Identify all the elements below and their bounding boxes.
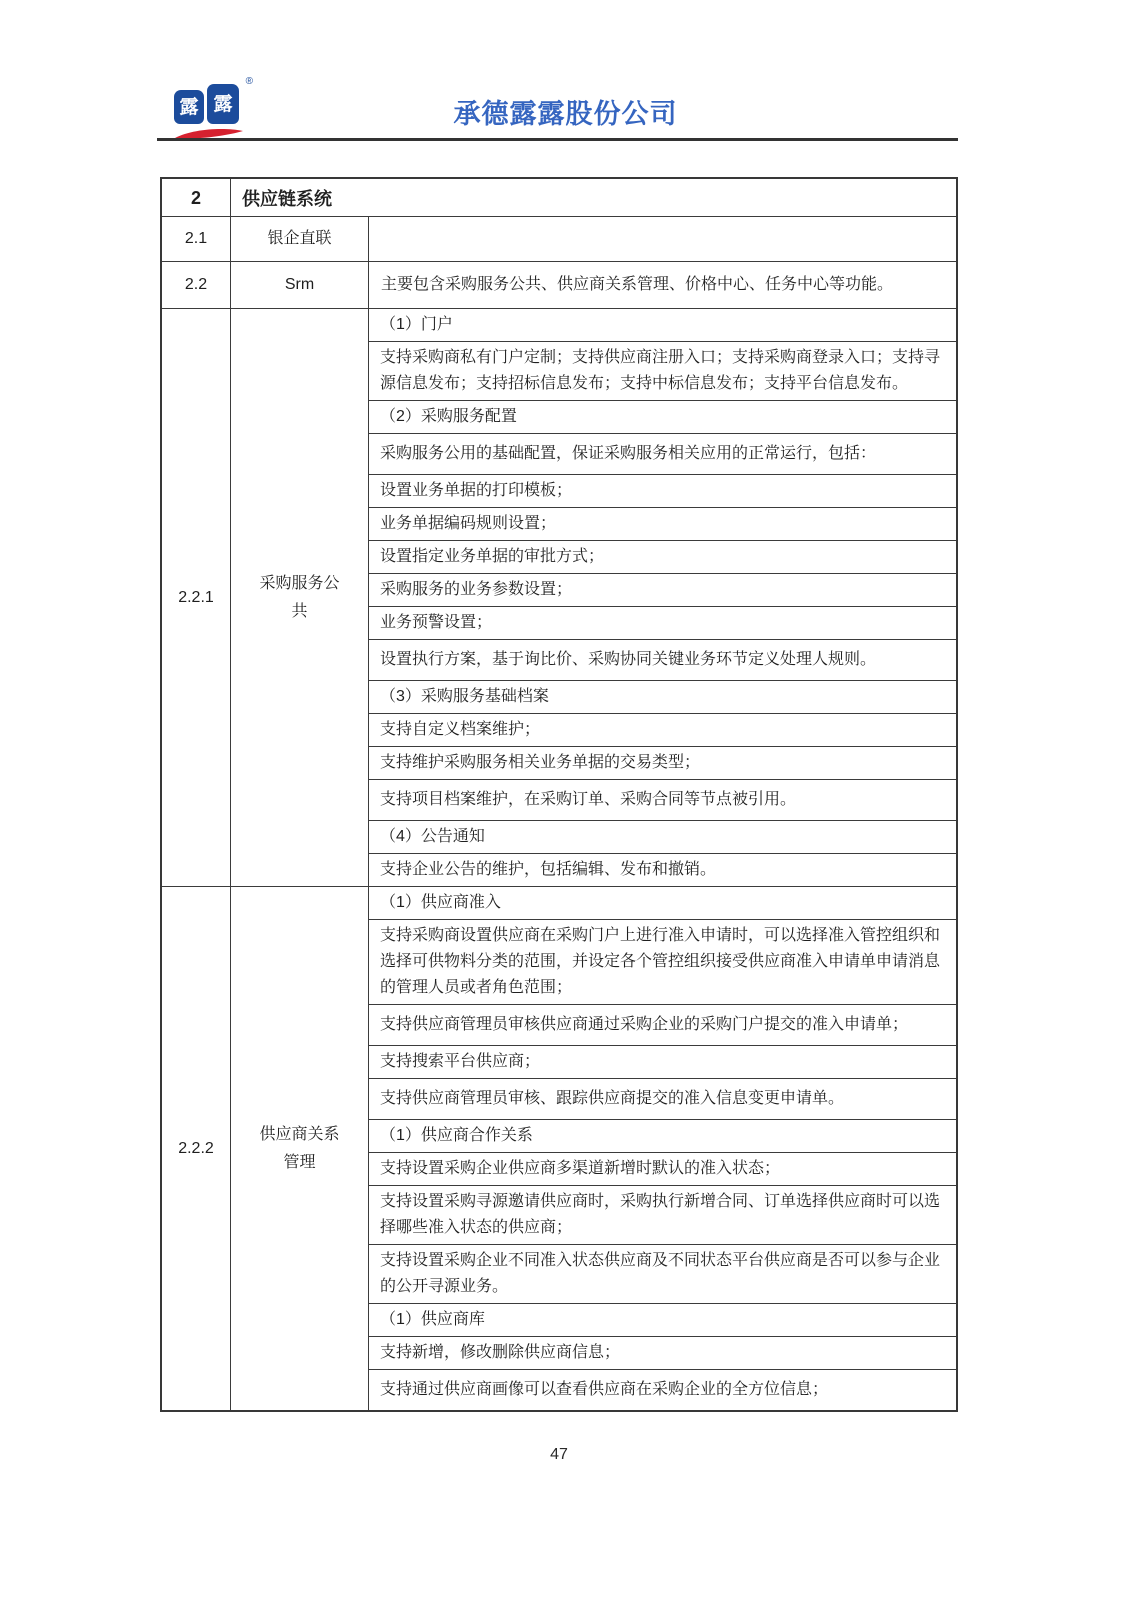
spec-item: （2）采购服务配置: [369, 401, 956, 434]
module-name: [231, 262, 369, 308]
module-name-label: Srm: [284, 276, 315, 293]
spec-item: （1）供应商合作关系: [369, 1120, 956, 1153]
requirements-table: [160, 177, 958, 1412]
module-name: [231, 217, 369, 261]
spec-item: 业务预警设置；: [369, 607, 956, 640]
spec-item: 业务单据编码规则设置；: [369, 508, 956, 541]
section-items: [369, 887, 956, 1410]
spec-item: 设置业务单据的打印模板；: [369, 475, 956, 508]
module-name-label: 银企直联: [267, 230, 332, 247]
module-description: [369, 217, 956, 261]
document-header: [0, 0, 1131, 150]
header-divider: [157, 138, 958, 141]
spec-item: 支持自定义档案维护；: [369, 714, 956, 747]
spec-item: （1）门户: [369, 309, 956, 342]
spec-item: （4）公告通知: [369, 821, 956, 854]
row-number: 2.2.2: [162, 887, 231, 1410]
spec-item: 支持搜索平台供应商；: [369, 1046, 956, 1079]
module-name-label: 供应商关系管理: [259, 1125, 340, 1171]
row-number: 2.2.1: [162, 309, 231, 886]
spec-item: 支持设置采购寻源邀请供应商时，采购执行新增合同、订单选择供应商时可以选择哪些准入状态的供应商；: [369, 1186, 956, 1245]
spec-item: 设置指定业务单据的审批方式；: [369, 541, 956, 574]
module-name: [231, 887, 369, 1410]
logo-char-right: 露: [213, 93, 233, 115]
spec-item: 支持维护采购服务相关业务单据的交易类型；: [369, 747, 956, 780]
spec-item: 支持供应商管理员审核、跟踪供应商提交的准入信息变更申请单。: [369, 1079, 956, 1120]
table-row: [162, 217, 956, 262]
table-section-2-2-1: [162, 309, 956, 887]
spec-item: 支持企业公告的维护，包括编辑、发布和撤销。: [380, 861, 717, 878]
spec-item: 采购服务的业务参数设置；: [369, 574, 956, 607]
logo-char-left: 露: [179, 96, 199, 118]
row-number: 2: [162, 179, 231, 216]
spec-item: 支持设置采购企业供应商多渠道新增时默认的准入状态；: [369, 1153, 956, 1186]
spec-item: 采购服务公用的基础配置，保证采购服务相关应用的正常运行，包括：: [369, 434, 956, 475]
spec-item: 支持项目档案维护，在采购订单、采购合同等节点被引用。: [369, 780, 956, 821]
spec-item: 支持供应商管理员审核供应商通过采购企业的采购门户提交的准入申请单；: [369, 1005, 956, 1046]
module-name: [231, 309, 369, 886]
spec-item: （1）供应商库: [369, 1304, 956, 1337]
module-name-label: 采购服务公共: [259, 574, 340, 620]
registered-trademark-icon: ®: [245, 76, 253, 87]
row-number: 2.2: [162, 262, 231, 308]
spec-item: 设置执行方案，基于询比价、采购协同关键业务环节定义处理人规则。: [369, 640, 956, 681]
page-number: 47: [550, 1446, 568, 1463]
section-title: 供应链系统: [242, 188, 332, 209]
table-section-2-2-2: [162, 887, 956, 1410]
table-row: [162, 262, 956, 309]
table-row-section-header: [162, 179, 956, 217]
spec-item: 支持新增，修改删除供应商信息；: [369, 1337, 956, 1370]
row-number: 2.1: [162, 217, 231, 261]
spec-item: （3）采购服务基础档案: [369, 681, 956, 714]
module-description: 主要包含采购服务公共、供应商关系管理、价格中心、任务中心等功能。: [381, 276, 894, 293]
spec-item: 支持通过供应商画像可以查看供应商在采购企业的全方位信息；: [380, 1381, 829, 1398]
spec-item: 支持设置采购企业不同准入状态供应商及不同状态平台供应商是否可以参与企业的公开寻源业务。: [369, 1245, 956, 1304]
spec-item: 支持采购商设置供应商在采购门户上进行准入申请时，可以选择准入管控组织和选择可供物料分类的范围，并设定各个管控组织接受供应商准入申请单申请消息的管理人员或者角色范围；: [369, 920, 956, 1005]
spec-item: （1）供应商准入: [369, 887, 956, 920]
section-items: [369, 309, 956, 886]
spec-item: 支持采购商私有门户定制；支持供应商注册入口；支持采购商登录入口；支持寻源信息发布；支持招标信息发布；支持中标信息发布；支持平台信息发布。: [369, 342, 956, 401]
company-name: 承德露露股份公司: [453, 99, 678, 129]
